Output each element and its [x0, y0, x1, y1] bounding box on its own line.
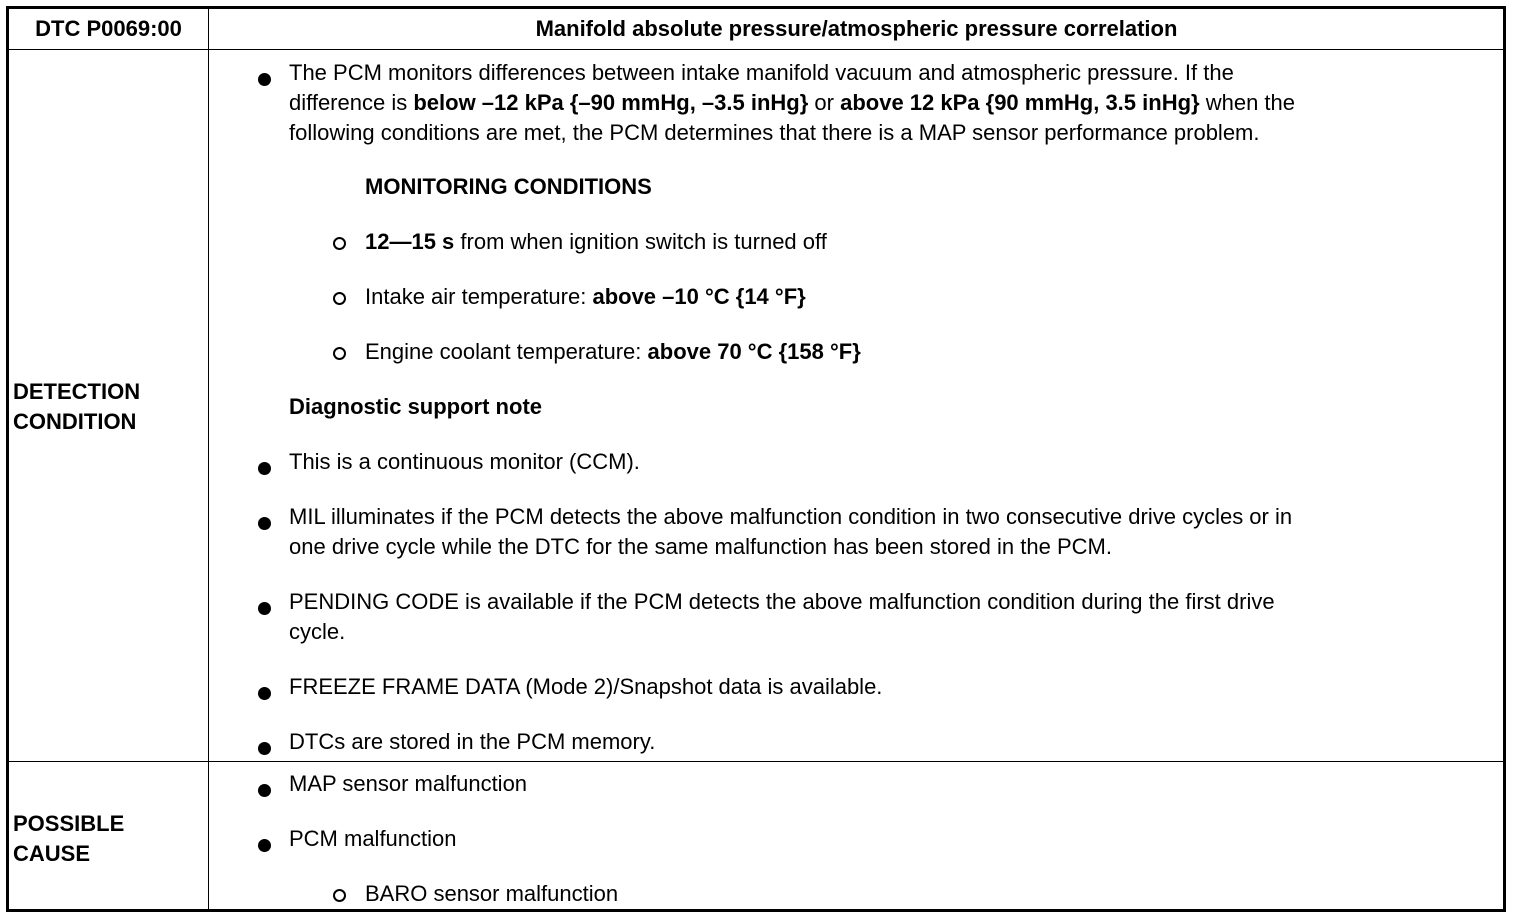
para1-text: difference is	[289, 90, 414, 115]
dtc-code: DTC P0069:00	[35, 16, 182, 41]
possible-cause-label-line1: POSSIBLE	[13, 811, 125, 836]
note-item: FREEZE FRAME DATA (Mode 2)/Snapshot data is available.	[289, 674, 883, 699]
detection-label-line2: CONDITION	[13, 409, 137, 434]
para1-text: when the	[1199, 90, 1295, 115]
bullet-icon	[258, 602, 271, 615]
para1-line1: The PCM monitors differences between intake manifold vacuum and atmospheric pressure. If the	[289, 60, 1234, 85]
possible-cause-label-line2: CAUSE	[13, 841, 91, 866]
condition-item	[365, 227, 827, 257]
condition-text: Engine coolant temperature:	[365, 339, 648, 364]
note-item: DTCs are stored in the PCM memory.	[289, 729, 656, 754]
support-note-heading: Diagnostic support note	[289, 394, 542, 419]
cause-sub-item: BARO sensor malfunction	[365, 881, 619, 906]
condition-text: Intake air temperature:	[365, 284, 593, 309]
row-divider	[9, 761, 1503, 762]
circle-bullet-icon	[333, 237, 346, 250]
circle-bullet-icon	[333, 347, 346, 360]
bullet-icon	[258, 687, 271, 700]
bullet-icon	[258, 73, 271, 86]
cause-item: PCM malfunction	[289, 826, 457, 851]
para1-below-value: below –12 kPa {–90 mmHg, –3.5 inHg}	[413, 90, 809, 115]
condition-value: above 70 °C {158 °F}	[647, 339, 861, 364]
header-divider	[9, 49, 1503, 50]
condition-value: 12—15 s	[365, 229, 455, 254]
circle-bullet-icon	[333, 292, 346, 305]
para1-line3: following conditions are met, the PCM determines that there is a MAP sensor performance problem.	[289, 120, 1260, 145]
cause-item: MAP sensor malfunction	[289, 771, 528, 796]
detection-label-line1: DETECTION	[13, 379, 141, 404]
monitoring-conditions-heading: MONITORING CONDITIONS	[365, 174, 652, 199]
condition-item	[365, 337, 861, 367]
note-item-cont: cycle.	[289, 619, 346, 644]
note-item: PENDING CODE is available if the PCM detects the above malfunction condition during the first drive	[289, 589, 1275, 614]
para1-line2	[289, 88, 1295, 118]
condition-text: from when ignition switch is turned off	[454, 229, 827, 254]
circle-bullet-icon	[333, 889, 346, 902]
note-item-cont: one drive cycle while the DTC for the same malfunction has been stored in the PCM.	[289, 534, 1112, 559]
bullet-icon	[258, 462, 271, 475]
column-divider	[208, 9, 209, 909]
bullet-icon	[258, 517, 271, 530]
condition-value: above –10 °C {14 °F}	[592, 284, 806, 309]
dtc-table	[6, 6, 1506, 912]
para1-above-value: above 12 kPa {90 mmHg, 3.5 inHg}	[840, 90, 1200, 115]
note-item: MIL illuminates if the PCM detects the above malfunction condition in two consecutive drive cycles or in	[289, 504, 1293, 529]
bullet-icon	[258, 742, 271, 755]
bullet-icon	[258, 839, 271, 852]
dtc-title: Manifold absolute pressure/atmospheric pressure correlation	[535, 16, 1178, 41]
para1-text: or	[808, 90, 841, 115]
condition-item	[365, 282, 806, 312]
note-item: This is a continuous monitor (CCM).	[289, 449, 640, 474]
bullet-icon	[258, 784, 271, 797]
